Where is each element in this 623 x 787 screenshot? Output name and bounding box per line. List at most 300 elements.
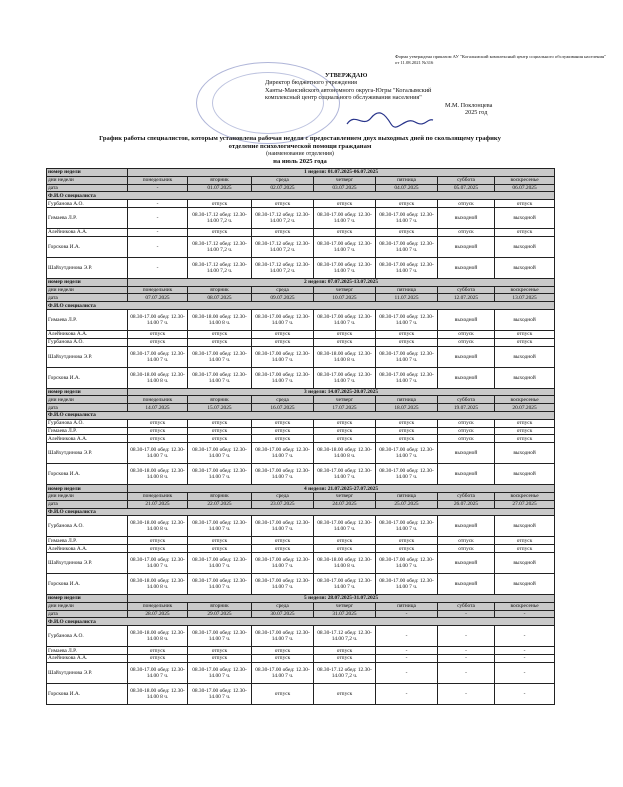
schedule-cell: -: [438, 662, 495, 683]
schedule-cell: 08.30-17.00 обед: 12.30-14.00 7 ч.: [252, 367, 314, 388]
approval-title: УТВЕРЖДАЮ: [325, 72, 368, 79]
schedule-cell: -: [495, 647, 555, 655]
schedule-cell: -: [438, 647, 495, 655]
schedule-cell: отпуск: [438, 419, 495, 427]
specialist-row: [47, 435, 555, 443]
specialist-name: Алейникова А.А.: [47, 435, 128, 443]
schedule-cell: отпуск: [128, 330, 188, 338]
specialist-name: Шайхутдинова Э.Р.: [47, 257, 128, 278]
weekday-cell: вторник: [188, 176, 252, 184]
specialist-row: [47, 573, 555, 594]
weekday-cell: пятница: [376, 602, 438, 610]
schedule-cell: выходной: [495, 552, 555, 573]
date-label: дата: [47, 404, 128, 412]
weekday-cell: четверг: [314, 602, 376, 610]
schedule-cell: отпуск: [128, 419, 188, 427]
schedule-cell: отпуск: [438, 427, 495, 435]
schedule-period: на июль 2025 года: [273, 158, 327, 166]
schedule-cell: -: [128, 236, 188, 257]
date-cell: 26.07.2025: [438, 500, 495, 508]
schedule-cell: отпуск: [188, 338, 252, 346]
date-cell: 23.07.2025: [252, 500, 314, 508]
schedule-cell: отпуск: [252, 435, 314, 443]
specialist-row: [47, 654, 555, 662]
schedule-cell: отпуск: [495, 338, 555, 346]
date-cell: 21.07.2025: [128, 500, 188, 508]
schedule-cell: -: [495, 626, 555, 647]
specialist-row: [47, 228, 555, 236]
schedule-cell: отпуск: [438, 200, 495, 208]
schedule-cell: выходной: [438, 207, 495, 228]
schedule-cell: 08.30-17.00 обед: 12.30-14.00 7 ч.: [314, 573, 376, 594]
department-caption: (наименование отделения): [266, 150, 334, 157]
weekday-row: [47, 602, 555, 610]
schedule-cell: отпуск: [252, 545, 314, 553]
schedule-cell: выходной: [495, 443, 555, 464]
week-header-row: [47, 169, 555, 177]
department-name: отделение психологической помощи гражданам: [228, 142, 372, 150]
schedule-cell: отпуск: [314, 683, 376, 704]
schedule-cell: отпуск: [376, 200, 438, 208]
schedule-cell: отпуск: [314, 427, 376, 435]
schedule-cell: отпуск: [495, 228, 555, 236]
schedule-cell: 08.30-18.00 обед: 12.30-14.00 8 ч.: [314, 552, 376, 573]
week-header-row: [47, 388, 555, 396]
schedule-cell: 08.30-17.00 обед: 12.30-14.00 7 ч.: [376, 516, 438, 537]
schedule-cell: выходной: [495, 573, 555, 594]
schedule-cell: отпуск: [188, 228, 252, 236]
weekday-cell: среда: [252, 396, 314, 404]
schedule-cell: 08.30-17.00 обед: 12.30-14.00 7 ч.: [252, 516, 314, 537]
schedule-cell: -: [495, 683, 555, 704]
schedule-cell: отпуск: [495, 537, 555, 545]
specialist-name: Горскова И.А.: [47, 573, 128, 594]
weekday-cell: пятница: [376, 492, 438, 500]
date-cell: 11.07.2025: [376, 294, 438, 302]
schedule-cell: выходной: [495, 309, 555, 330]
schedule-cell: выходной: [438, 309, 495, 330]
schedule-cell: 08.30-17.00 обед: 12.30-14.00 7 ч.: [128, 346, 188, 367]
specialist-row: [47, 367, 555, 388]
schedule-cell: выходной: [438, 443, 495, 464]
schedule-cell: отпуск: [376, 537, 438, 545]
schedule-cell: отпуск: [128, 654, 188, 662]
schedule-cell: отпуск: [252, 330, 314, 338]
date-cell: 14.07.2025: [128, 404, 188, 412]
schedule-cell: 08.30-17.00 обед: 12.30-14.00 7 ч.: [314, 516, 376, 537]
schedule-cell: отпуск: [188, 330, 252, 338]
date-cell: 12.07.2025: [438, 294, 495, 302]
specialist-name: Алейникова А.А.: [47, 330, 128, 338]
schedule-cell: выходной: [438, 552, 495, 573]
schedule-cell: отпуск: [314, 330, 376, 338]
schedule-cell: отпуск: [314, 537, 376, 545]
date-label: дата: [47, 184, 128, 192]
schedule-cell: 08.30-17.00 обед: 12.30-14.00 7 ч.: [376, 552, 438, 573]
schedule-cell: 08.30-17.12 обед: 12.30-14.00 7,2 ч.: [252, 236, 314, 257]
schedule-cell: 08.30-17.12 обед: 12.30-14.00 7,2 ч.: [188, 257, 252, 278]
schedule-cell: 08.30-17.00 обед: 12.30-14.00 7 ч.: [376, 443, 438, 464]
date-cell: 27.07.2025: [495, 500, 555, 508]
specialist-row: [47, 545, 555, 553]
schedule-cell: 08.30-18.00 обед: 12.30-14.00 8 ч.: [128, 516, 188, 537]
document-title-block: [40, 135, 560, 166]
specialist-row: [47, 464, 555, 485]
weekday-cell: суббота: [438, 176, 495, 184]
date-cell: 16.07.2025: [252, 404, 314, 412]
weekday-cell: вторник: [188, 602, 252, 610]
specialist-name: Гимаева Л.Р.: [47, 537, 128, 545]
specialist-name: Горскова И.А.: [47, 464, 128, 485]
weekday-cell: четверг: [314, 396, 376, 404]
schedule-cell: 08.30-17.00 обед: 12.30-14.00 7 ч.: [188, 516, 252, 537]
schedule-cell: отпуск: [128, 647, 188, 655]
date-label: дата: [47, 294, 128, 302]
weekday-cell: воскресенье: [495, 492, 555, 500]
schedule-cell: отпуск: [314, 435, 376, 443]
schedule-cell: отпуск: [252, 200, 314, 208]
schedule-cell: отпуск: [252, 647, 314, 655]
schedule-cell: отпуск: [495, 200, 555, 208]
date-cell: 22.07.2025: [188, 500, 252, 508]
document-title: График работы специалистов, которым установлена рабочая неделя с предоставлением двух выходных дней по скользящему графику: [99, 135, 501, 142]
specialist-row: [47, 330, 555, 338]
date-row: [47, 184, 555, 192]
date-cell: 06.07.2025: [495, 184, 555, 192]
specialist-name: Шайхутдинова Э.Р.: [47, 443, 128, 464]
schedule-cell: 08.30-17.00 обед: 12.30-14.00 7 ч.: [252, 346, 314, 367]
schedule-cell: 08.30-17.00 обед: 12.30-14.00 7 ч.: [188, 552, 252, 573]
schedule-cell: 08.30-18.00 обед: 12.30-14.00 8 ч.: [128, 683, 188, 704]
schedule-cell: 08.30-17.00 обед: 12.30-14.00 7 ч.: [252, 626, 314, 647]
schedule-cell: отпуск: [438, 338, 495, 346]
weekday-cell: четверг: [314, 492, 376, 500]
schedule-cell: 08.30-17.00 обед: 12.30-14.00 7 ч.: [376, 257, 438, 278]
schedule-cell: -: [376, 626, 438, 647]
approval-block: [265, 72, 605, 116]
schedule-cell: отпуск: [495, 435, 555, 443]
specialist-row: [47, 537, 555, 545]
schedule-cell: 08.30-17.00 обед: 12.30-14.00 7 ч.: [252, 662, 314, 683]
schedule-cell: выходной: [495, 236, 555, 257]
specialist-name: Гимаева Л.Р.: [47, 207, 128, 228]
schedule-cell: 08.30-17.00 обед: 12.30-14.00 7 ч.: [252, 309, 314, 330]
schedule-cell: 08.30-17.00 обед: 12.30-14.00 7 ч.: [376, 236, 438, 257]
schedule-cell: 08.30-17.12 обед: 12.30-14.00 7,2 ч.: [314, 662, 376, 683]
weekday-cell: среда: [252, 602, 314, 610]
schedule-cell: 08.30-17.00 обед: 12.30-14.00 7 ч.: [314, 367, 376, 388]
schedule-cell: 08.30-17.00 обед: 12.30-14.00 7 ч.: [188, 367, 252, 388]
weekday-cell: суббота: [438, 602, 495, 610]
schedule-cell: выходной: [438, 257, 495, 278]
approval-line-1: Директор бюджетного учреждения: [265, 79, 358, 87]
specialist-row: [47, 662, 555, 683]
schedule-cell: отпуск: [188, 654, 252, 662]
schedule-cell: выходной: [438, 464, 495, 485]
schedule-cell: 08.30-17.00 обед: 12.30-14.00 7 ч.: [188, 662, 252, 683]
schedule-cell: отпуск: [376, 228, 438, 236]
schedule-cell: 08.30-17.12 обед: 12.30-14.00 7,2 ч.: [188, 236, 252, 257]
specialist-row: [47, 338, 555, 346]
date-cell: 19.07.2025: [438, 404, 495, 412]
specialist-row: [47, 443, 555, 464]
schedule-cell: отпуск: [314, 419, 376, 427]
schedule-cell: 08.30-17.00 обед: 12.30-14.00 7 ч.: [376, 207, 438, 228]
weekday-cell: суббота: [438, 286, 495, 294]
schedule-cell: отпуск: [438, 537, 495, 545]
schedule-cell: отпуск: [188, 435, 252, 443]
weekday-label: дни недели: [47, 396, 128, 404]
schedule-cell: отпуск: [128, 338, 188, 346]
week-range: 1 неделя: 01.07.2025-06.07.2025: [128, 169, 555, 177]
date-row: [47, 294, 555, 302]
date-cell: 10.07.2025: [314, 294, 376, 302]
schedule-cell: отпуск: [376, 435, 438, 443]
schedule-cell: 08.30-17.00 обед: 12.30-14.00 7 ч.: [188, 683, 252, 704]
schedule-cell: выходной: [495, 367, 555, 388]
schedule-cell: отпуск: [376, 330, 438, 338]
schedule-cell: отпуск: [252, 419, 314, 427]
schedule-cell: 08.30-17.12 обед: 12.30-14.00 7,2 ч.: [314, 626, 376, 647]
schedule-cell: 08.30-18.00 обед: 12.30-14.00 8 ч.: [128, 626, 188, 647]
schedule-cell: отпуск: [314, 654, 376, 662]
weekday-row: [47, 176, 555, 184]
schedule-cell: -: [376, 647, 438, 655]
week-label: номер недели: [47, 485, 128, 493]
schedule-cell: отпуск: [188, 537, 252, 545]
schedule-cell: 08.30-17.00 обед: 12.30-14.00 7 ч.: [128, 552, 188, 573]
schedule-cell: отпуск: [252, 683, 314, 704]
date-row: [47, 610, 555, 618]
specialist-name: Гурбанова А.О.: [47, 626, 128, 647]
specialist-name: Шайхутдинова Э.Р.: [47, 662, 128, 683]
date-cell: 07.07.2025: [128, 294, 188, 302]
specialist-row: [47, 626, 555, 647]
specialist-row: [47, 516, 555, 537]
schedule-cell: -: [495, 662, 555, 683]
specialist-name: Гурбанова А.О.: [47, 200, 128, 208]
fio-label: Ф.И.О специалиста: [47, 302, 555, 310]
weekday-cell: воскресенье: [495, 396, 555, 404]
schedule-cell: 08.30-17.12 обед: 12.30-14.00 7,2 ч.: [252, 207, 314, 228]
specialist-name: Гимаева Л.Р.: [47, 647, 128, 655]
approval-date: 2025 год: [465, 109, 488, 117]
date-label: дата: [47, 610, 128, 618]
schedule-cell: -: [495, 654, 555, 662]
date-cell: 30.07.2025: [252, 610, 314, 618]
date-cell: 29.07.2025: [188, 610, 252, 618]
fio-label: Ф.И.О специалиста: [47, 192, 555, 200]
schedule-cell: -: [376, 654, 438, 662]
weekday-cell: вторник: [188, 492, 252, 500]
approval-line-2: Ханты-Мансийского автономного округа-Югры "Когалымский: [265, 86, 432, 94]
schedule-cell: отпуск: [495, 545, 555, 553]
date-cell: 25.07.2025: [376, 500, 438, 508]
weekday-cell: понедельник: [128, 176, 188, 184]
schedule-cell: отпуск: [314, 545, 376, 553]
schedule-cell: -: [438, 683, 495, 704]
schedule-cell: выходной: [438, 346, 495, 367]
schedule-cell: отпуск: [252, 537, 314, 545]
fio-header-row: [47, 411, 555, 419]
date-cell: 28.07.2025: [128, 610, 188, 618]
schedule-cell: 08.30-17.00 обед: 12.30-14.00 7 ч.: [252, 552, 314, 573]
week-range: 3 неделя: 14.07.2025-20.07.2025: [128, 388, 555, 396]
weekday-cell: среда: [252, 176, 314, 184]
fio-label: Ф.И.О специалиста: [47, 508, 555, 516]
schedule-cell: отпуск: [438, 545, 495, 553]
schedule-cell: 08.30-17.12 обед: 12.30-14.00 7,2 ч.: [252, 257, 314, 278]
weekday-cell: понедельник: [128, 286, 188, 294]
specialist-name: Горскова И.А.: [47, 236, 128, 257]
schedule-cell: 08.30-17.00 обед: 12.30-14.00 7 ч.: [188, 626, 252, 647]
fio-header-row: [47, 618, 555, 626]
schedule-cell: 08.30-17.00 обед: 12.30-14.00 7 ч.: [252, 464, 314, 485]
schedule-cell: отпуск: [128, 427, 188, 435]
weekday-cell: понедельник: [128, 396, 188, 404]
schedule-cell: -: [128, 228, 188, 236]
date-cell: -: [495, 610, 555, 618]
week-range: 2 неделя: 07.07.2025-13.07.2025: [128, 278, 555, 286]
approval-signatory: М.М. Поклонцева: [445, 101, 493, 109]
handwritten-signature: [345, 110, 435, 130]
specialist-row: [47, 346, 555, 367]
schedule-cell: 08.30-18.00 обед: 12.30-14.00 8 ч.: [188, 309, 252, 330]
weekday-cell: пятница: [376, 176, 438, 184]
weekday-label: дни недели: [47, 492, 128, 500]
schedule-cell: 08.30-17.00 обед: 12.30-14.00 7 ч.: [128, 309, 188, 330]
schedule-cell: 08.30-17.00 обед: 12.30-14.00 7 ч.: [376, 346, 438, 367]
schedule-cell: отпуск: [495, 427, 555, 435]
fio-label: Ф.И.О специалиста: [47, 411, 555, 419]
schedule-cell: отпуск: [252, 654, 314, 662]
weekday-label: дни недели: [47, 176, 128, 184]
schedule-cell: -: [438, 654, 495, 662]
schedule-cell: 08.30-17.00 обед: 12.30-14.00 7 ч.: [188, 573, 252, 594]
schedule-cell: 08.30-17.00 обед: 12.30-14.00 7 ч.: [252, 573, 314, 594]
date-cell: 03.07.2025: [314, 184, 376, 192]
schedule-cell: отпуск: [188, 647, 252, 655]
weekday-cell: пятница: [376, 286, 438, 294]
schedule-cell: выходной: [438, 573, 495, 594]
form-approval-note: Форма утверждена приказом АУ "Когалымский комплексный центр социального обслуживания населения" от 11.08.2021 №316: [395, 54, 606, 65]
schedule-cell: отпуск: [376, 338, 438, 346]
schedule-cell: выходной: [438, 516, 495, 537]
schedule-cell: выходной: [495, 207, 555, 228]
date-cell: -: [376, 610, 438, 618]
approval-line-3: комплексный центр социального обслуживания населения": [265, 94, 422, 102]
date-cell: 01.07.2025: [188, 184, 252, 192]
date-cell: 05.07.2025: [438, 184, 495, 192]
week-header-row: [47, 594, 555, 602]
specialist-row: [47, 207, 555, 228]
schedule-cell: отпуск: [128, 435, 188, 443]
specialist-name: Алейникова А.А.: [47, 545, 128, 553]
schedule-cell: 08.30-17.00 обед: 12.30-14.00 7 ч.: [128, 662, 188, 683]
schedule-cell: отпуск: [495, 330, 555, 338]
fio-header-row: [47, 192, 555, 200]
schedule-cell: отпуск: [252, 228, 314, 236]
date-cell: 17.07.2025: [314, 404, 376, 412]
schedule-cell: 08.30-18.00 обед: 12.30-14.00 8 ч.: [128, 464, 188, 485]
schedule-cell: 08.30-17.00 обед: 12.30-14.00 7 ч.: [314, 207, 376, 228]
weekday-row: [47, 492, 555, 500]
week-range: 5 неделя: 28.07.2025-31.07.2025: [128, 594, 555, 602]
schedule-cell: 08.30-17.00 обед: 12.30-14.00 7 ч.: [188, 464, 252, 485]
specialist-name: Гимаева Л.Р.: [47, 309, 128, 330]
date-cell: 20.07.2025: [495, 404, 555, 412]
date-cell: 09.07.2025: [252, 294, 314, 302]
schedule-cell: 08.30-17.00 обед: 12.30-14.00 7 ч.: [376, 464, 438, 485]
date-cell: 13.07.2025: [495, 294, 555, 302]
specialist-name: Горскова И.А.: [47, 683, 128, 704]
specialist-name: Алейникова А.А.: [47, 654, 128, 662]
schedule-cell: отпуск: [495, 419, 555, 427]
weekday-label: дни недели: [47, 286, 128, 294]
weekday-cell: пятница: [376, 396, 438, 404]
weekday-cell: четверг: [314, 286, 376, 294]
week-header-row: [47, 485, 555, 493]
weekday-label: дни недели: [47, 602, 128, 610]
specialist-name: Алейникова А.А.: [47, 228, 128, 236]
schedule-cell: отпуск: [128, 537, 188, 545]
weekday-cell: воскресенье: [495, 286, 555, 294]
schedule-cell: отпуск: [188, 419, 252, 427]
date-cell: -: [438, 610, 495, 618]
date-cell: 08.07.2025: [188, 294, 252, 302]
schedule-cell: 08.30-17.00 обед: 12.30-14.00 7 ч.: [128, 443, 188, 464]
specialist-row: [47, 683, 555, 704]
week-header-row: [47, 278, 555, 286]
week-label: номер недели: [47, 594, 128, 602]
weekday-cell: понедельник: [128, 602, 188, 610]
schedule-cell: 08.30-17.00 обед: 12.30-14.00 7 ч.: [376, 309, 438, 330]
date-cell: 04.07.2025: [376, 184, 438, 192]
date-row: [47, 404, 555, 412]
week-label: номер недели: [47, 278, 128, 286]
weekday-cell: четверг: [314, 176, 376, 184]
schedule-cell: отпуск: [188, 200, 252, 208]
schedule-cell: 08.30-17.00 обед: 12.30-14.00 7 ч.: [314, 257, 376, 278]
specialist-name: Шайхутдинова Э.Р.: [47, 346, 128, 367]
schedule-cell: отпуск: [438, 330, 495, 338]
date-label: дата: [47, 500, 128, 508]
specialist-row: [47, 427, 555, 435]
date-cell: 31.07.2025: [314, 610, 376, 618]
date-cell: 18.07.2025: [376, 404, 438, 412]
schedule-cell: -: [376, 662, 438, 683]
schedule-cell: отпуск: [376, 419, 438, 427]
week-range: 4 неделя: 21.07.2025-27.07.2025: [128, 485, 555, 493]
schedule-cell: отпуск: [376, 427, 438, 435]
specialist-row: [47, 236, 555, 257]
specialist-name: Гурбанова А.О.: [47, 419, 128, 427]
specialist-row: [47, 200, 555, 208]
week-label: номер недели: [47, 388, 128, 396]
schedule-cell: -: [128, 200, 188, 208]
schedule-cell: 08.30-18.00 обед: 12.30-14.00 8 ч.: [128, 367, 188, 388]
schedule-cell: выходной: [438, 236, 495, 257]
fio-header-row: [47, 302, 555, 310]
week-label: номер недели: [47, 169, 128, 177]
schedule-cell: 08.30-17.00 обед: 12.30-14.00 7 ч.: [376, 573, 438, 594]
schedule-cell: отпуск: [314, 647, 376, 655]
weekday-cell: понедельник: [128, 492, 188, 500]
weekday-cell: суббота: [438, 396, 495, 404]
specialist-name: Горскова И.А.: [47, 367, 128, 388]
weekday-row: [47, 396, 555, 404]
specialist-row: [47, 309, 555, 330]
